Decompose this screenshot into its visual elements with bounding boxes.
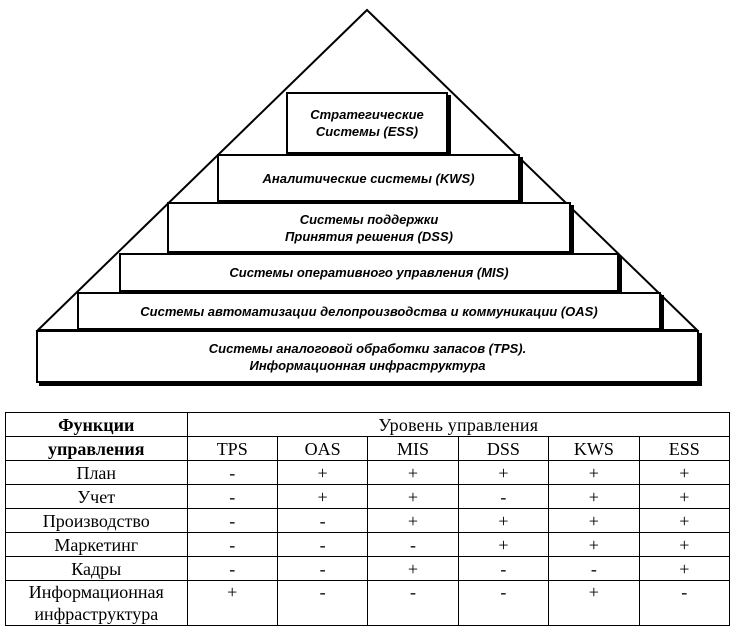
cell-value: +	[368, 461, 458, 485]
tier-dss-line1: Системы поддержки	[299, 211, 439, 227]
cell-value: +	[458, 509, 548, 533]
table-header-row-1	[6, 413, 730, 437]
cell-value: +	[549, 461, 639, 485]
cell-value: +	[549, 485, 639, 509]
cell-value: -	[187, 533, 277, 557]
table-body	[6, 461, 730, 626]
tier-dss-line2: Принятия решения (DSS)	[285, 228, 453, 244]
table-row	[6, 461, 730, 485]
cell-value: +	[639, 485, 729, 509]
tier-kws-line1: Аналитические системы (KWS)	[262, 170, 475, 186]
row-function-name-line1: Информационная	[28, 582, 164, 602]
table-row	[6, 557, 730, 581]
tier-tps-line2: Информационная инфраструктура	[249, 357, 486, 373]
function-header-line1: Функции	[58, 414, 135, 435]
function-header	[6, 413, 188, 437]
row-function-name-line1: Производство	[42, 510, 150, 531]
row-function-name-line1: Маркетинг	[54, 534, 139, 555]
cell-value: +	[458, 533, 548, 557]
row-function-name-line1: План	[76, 462, 117, 483]
cell-value: +	[639, 461, 729, 485]
row-function-name	[6, 557, 188, 581]
row-function-name	[6, 485, 188, 509]
cell-value: +	[549, 533, 639, 557]
row-function-name-line1: Учет	[77, 486, 116, 507]
tier-oas	[77, 292, 661, 330]
column-header-dss: DSS	[458, 437, 548, 461]
cell-value: +	[639, 533, 729, 557]
cell-value: -	[277, 581, 367, 626]
table-row	[6, 533, 730, 557]
row-function-name	[6, 533, 188, 557]
cell-value: +	[549, 509, 639, 533]
table-row	[6, 509, 730, 533]
cell-value: -	[277, 509, 367, 533]
tier-ess	[286, 92, 448, 154]
tier-ess-line1: Стратегические	[310, 107, 424, 122]
row-function-name-line1: Кадры	[71, 558, 122, 579]
row-function-name	[6, 509, 188, 533]
cell-value: +	[277, 461, 367, 485]
row-function-name	[6, 581, 188, 626]
cell-value: +	[187, 581, 277, 626]
cell-value: -	[187, 485, 277, 509]
cell-value: +	[639, 509, 729, 533]
cell-value: +	[368, 509, 458, 533]
tier-dss	[167, 202, 571, 253]
column-header-oas: OAS	[277, 437, 367, 461]
cell-value: +	[639, 557, 729, 581]
tier-mis	[119, 253, 619, 292]
cell-value: +	[458, 461, 548, 485]
tier-mis-line1: Системы оперативного управления (MIS)	[229, 265, 509, 280]
cell-value: -	[368, 533, 458, 557]
cell-value: -	[458, 485, 548, 509]
table-header-row-2	[6, 437, 730, 461]
cell-value: -	[368, 581, 458, 626]
cell-value: -	[187, 509, 277, 533]
table-row	[6, 485, 730, 509]
cell-value: -	[277, 557, 367, 581]
row-function-name	[6, 461, 188, 485]
cell-value: -	[458, 581, 548, 626]
cell-value: -	[277, 533, 367, 557]
function-header-cont	[6, 437, 188, 461]
tier-tps	[36, 330, 699, 383]
column-header-tps: TPS	[187, 437, 277, 461]
tier-ess-line2: Системы (ESS)	[315, 124, 419, 139]
cell-value: -	[639, 581, 729, 626]
cell-value: +	[368, 557, 458, 581]
cell-value: +	[277, 485, 367, 509]
function-header-line2: управления	[48, 438, 145, 459]
cell-value: -	[549, 557, 639, 581]
table-row	[6, 581, 730, 626]
tier-tps-line1: Системы аналоговой обработки запасов (TPS).	[208, 340, 527, 356]
cell-value: +	[549, 581, 639, 626]
column-header-mis: MIS	[368, 437, 458, 461]
level-header: Уровень управления	[187, 413, 729, 437]
row-function-name-line2: инфраструктура	[34, 604, 159, 624]
cell-value: +	[368, 485, 458, 509]
cell-value: -	[187, 461, 277, 485]
cell-value: -	[458, 557, 548, 581]
management-levels-table	[5, 412, 730, 626]
cell-value: -	[187, 557, 277, 581]
column-header-ess: ESS	[639, 437, 729, 461]
tier-oas-line1: Системы автоматизации делопроизводства и коммуникации (OAS)	[140, 303, 598, 319]
tier-kws	[217, 154, 520, 202]
column-header-kws: KWS	[549, 437, 639, 461]
